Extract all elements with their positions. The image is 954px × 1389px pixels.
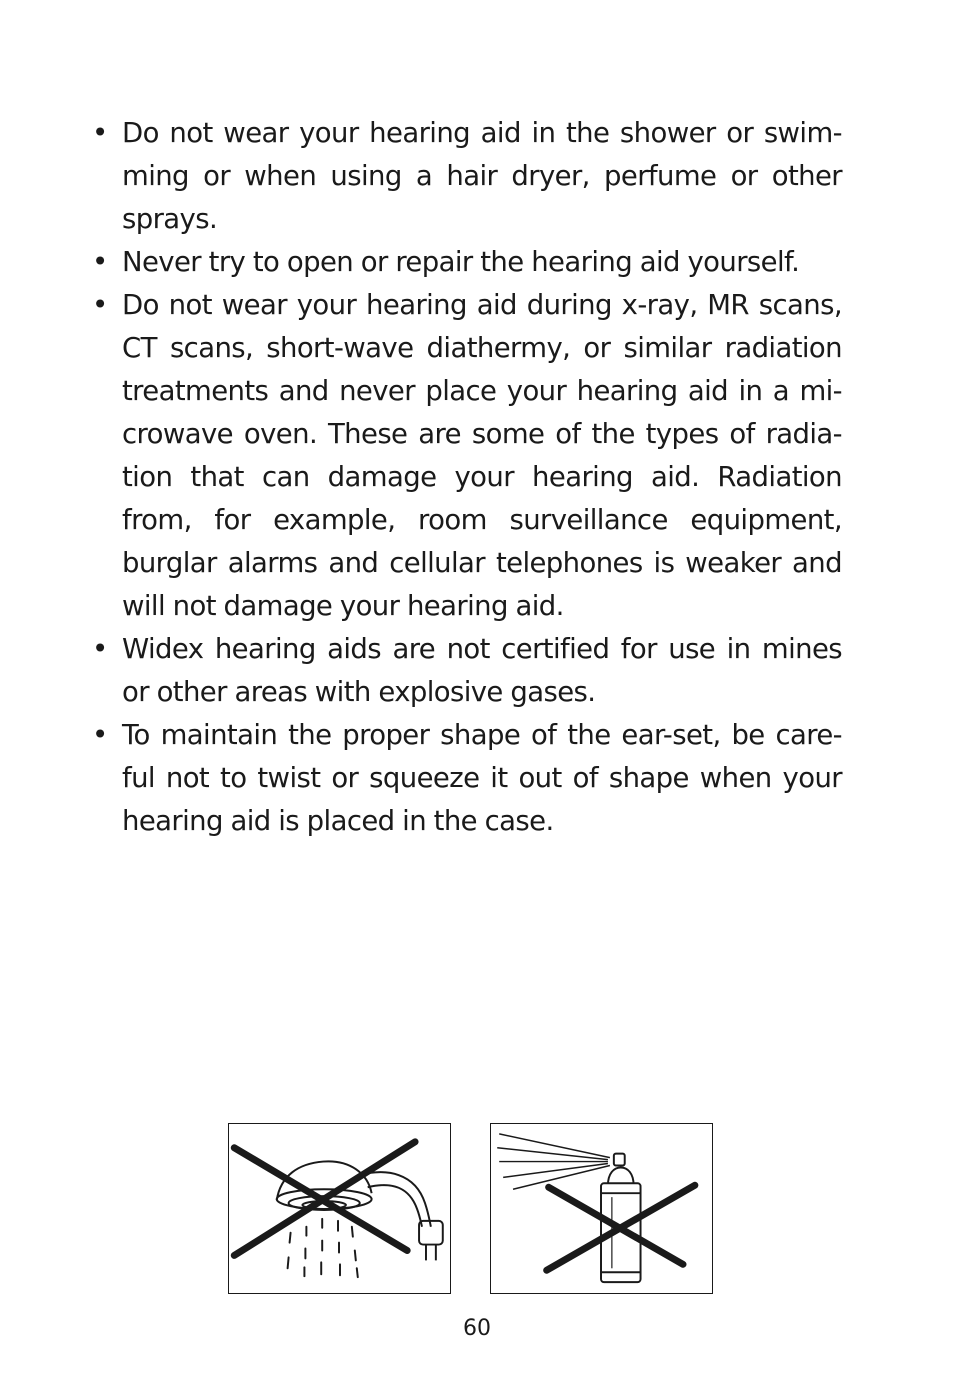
- spray-illustration: [490, 1123, 713, 1294]
- bullet-marker: •: [92, 633, 108, 665]
- bullet-marker: •: [92, 246, 108, 278]
- bullet-text: Widex hearing aids are not certified for use in mines or other areas with explosive gases.: [122, 633, 842, 708]
- page-number: 60: [463, 1316, 491, 1341]
- shower-prohibited-icon: [229, 1124, 450, 1293]
- list-item: [92, 714, 842, 843]
- bullet-marker: •: [92, 117, 108, 149]
- warning-list: [92, 112, 842, 843]
- list-item: [92, 284, 842, 628]
- bullet-marker: •: [92, 719, 108, 751]
- shower-illustration: [228, 1123, 451, 1294]
- list-item: [92, 241, 842, 284]
- spray-prohibited-icon: [491, 1124, 712, 1293]
- list-item: [92, 112, 842, 241]
- bullet-text: Do not wear your hearing aid in the shower or swim-ming or when using a hair dryer, perfume or other sprays.: [122, 117, 842, 235]
- bullet-text: Never try to open or repair the hearing aid yourself.: [122, 246, 800, 278]
- bullet-text: To maintain the proper shape of the ear-set, be care-ful not to twist or squeeze it out of shape when your hearing aid is placed in the case.: [122, 719, 842, 837]
- bullet-text: Do not wear your hearing aid during x-ray, MR scans, CT scans, short-wave diathermy, or similar radiation treatments and never place your hearing aid in a mi-crowave oven. These are some of the types of radia-tion that can damage your hearing aid. Radiation from, for example, room surveillance equipment, burglar alarms and cellular telephones is weaker and will not damage your hearing aid.: [122, 289, 842, 622]
- list-item: [92, 628, 842, 714]
- bullet-marker: •: [92, 289, 108, 321]
